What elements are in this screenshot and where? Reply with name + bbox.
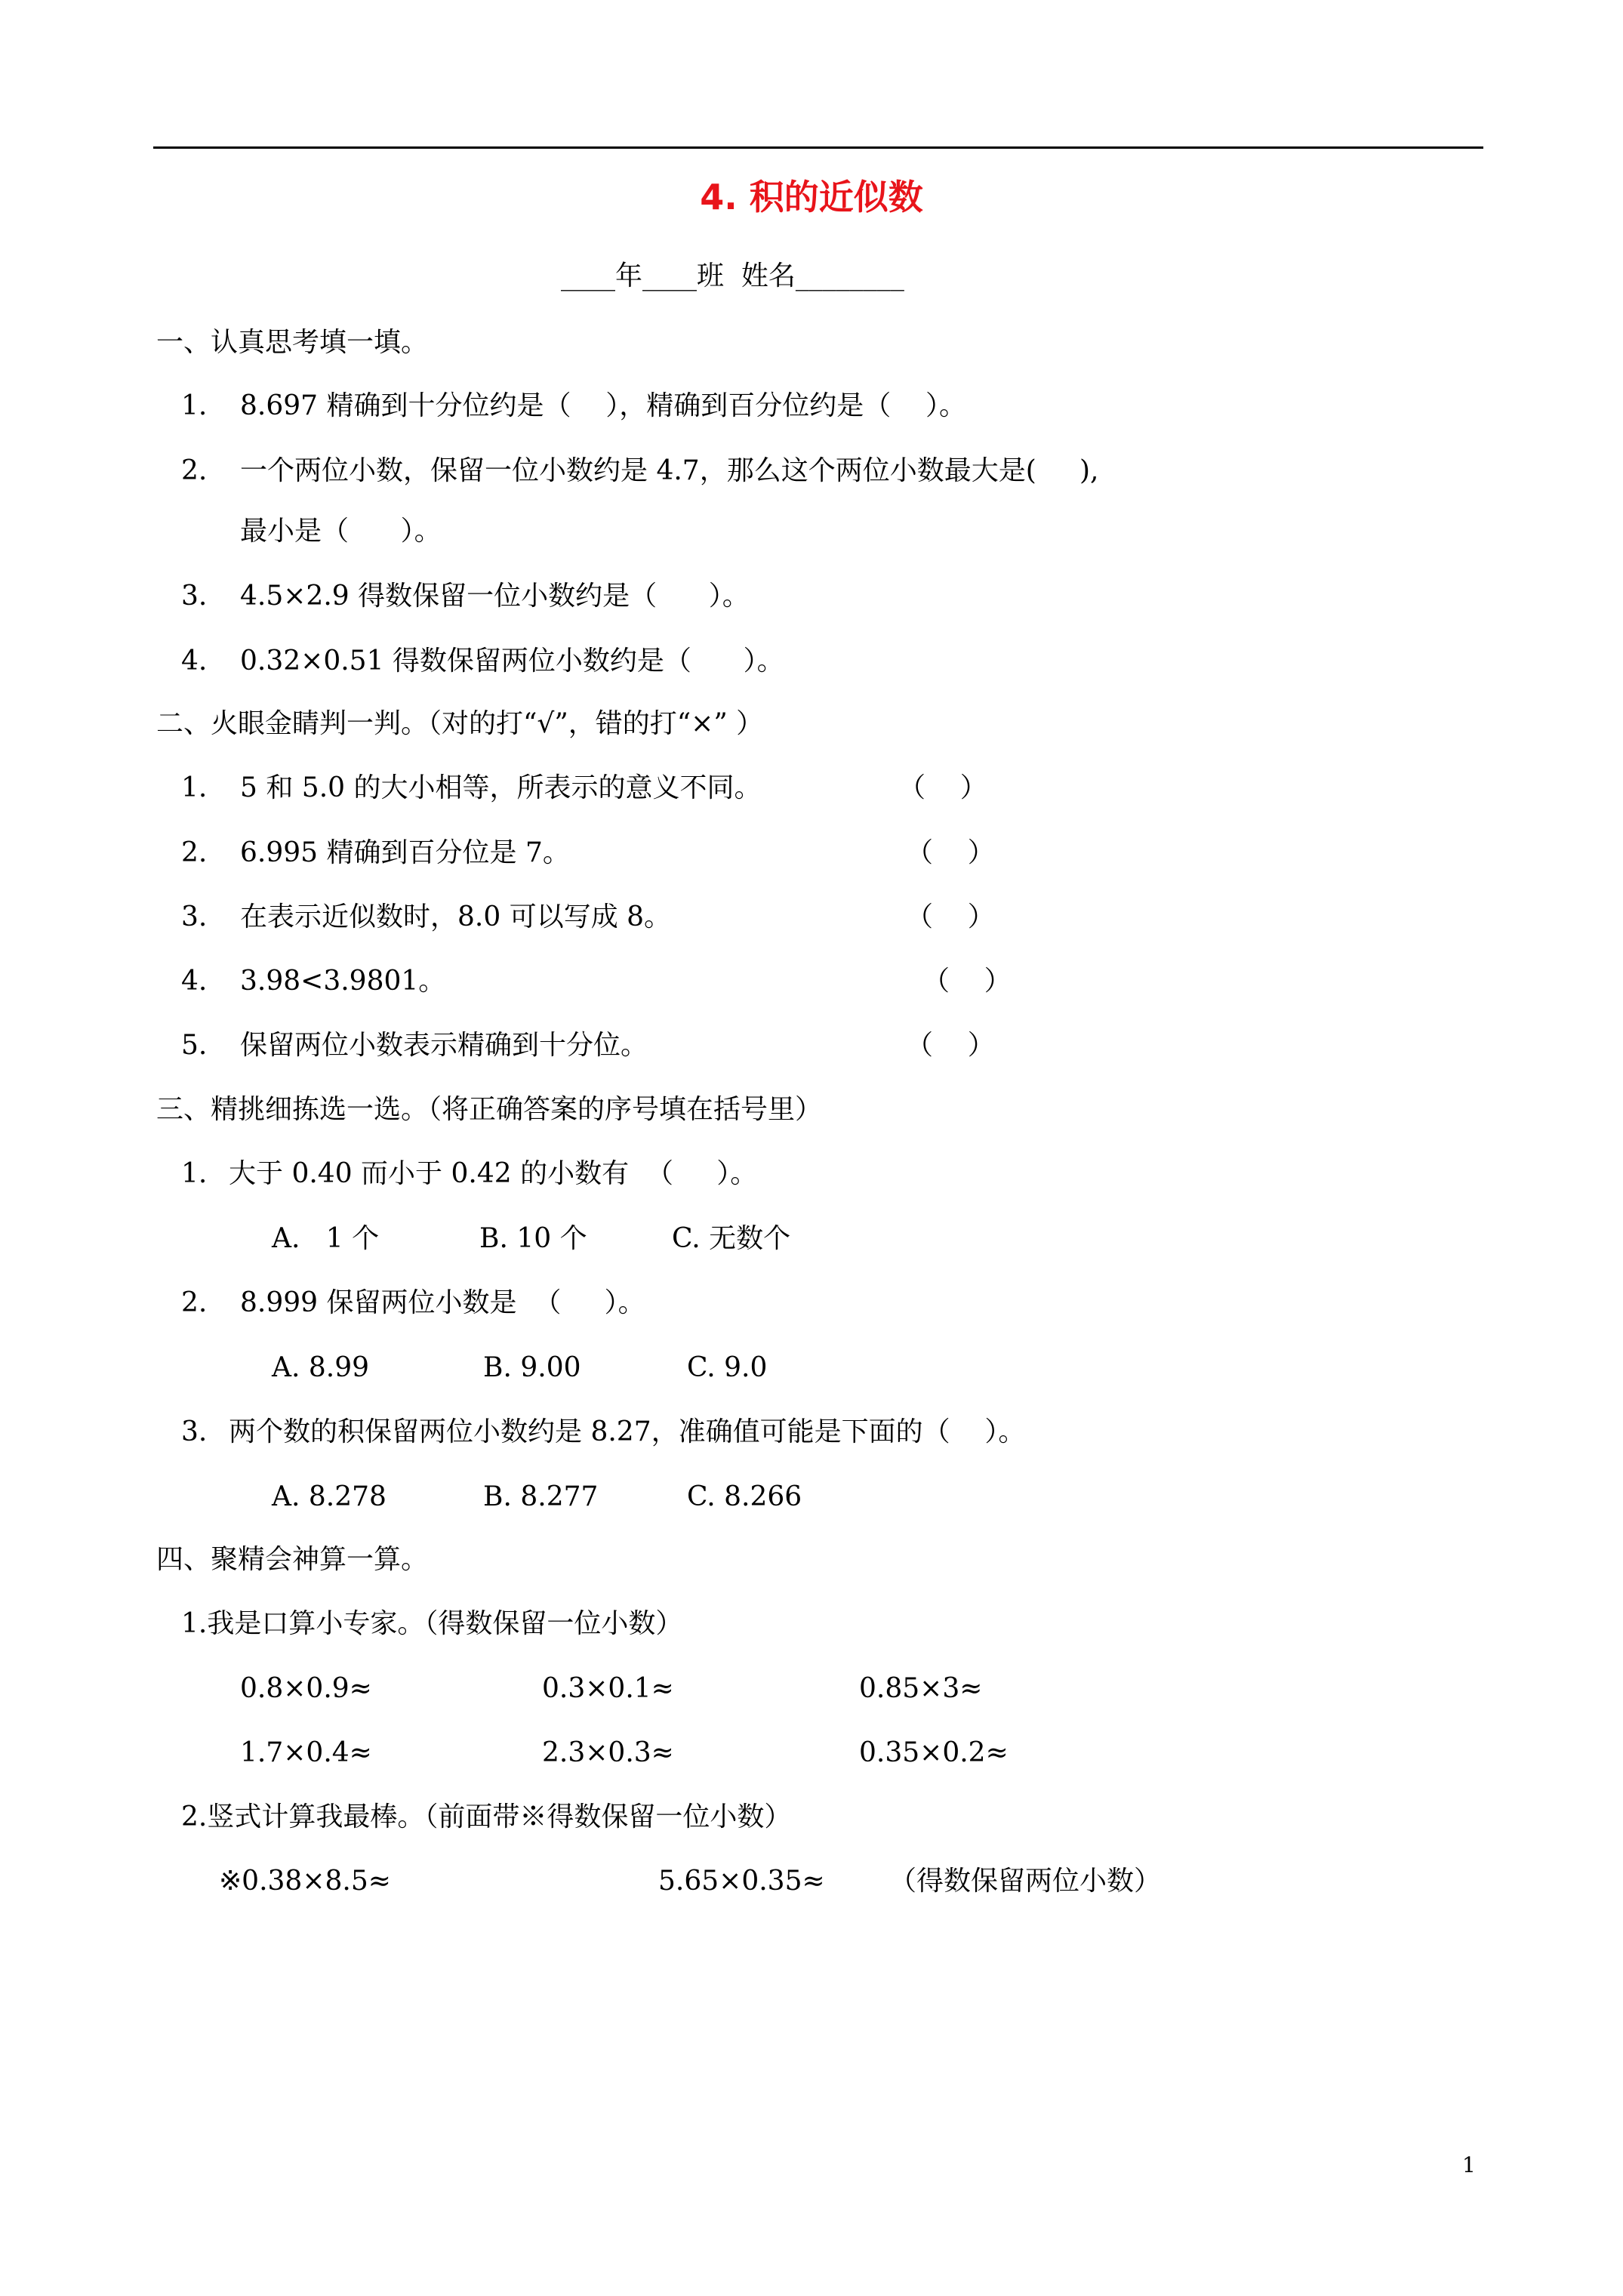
q-number: 1. [181, 390, 208, 421]
q-number: 1. [181, 1158, 208, 1189]
vertical-calc: ※0.38×8.5≈ [219, 1866, 391, 1897]
s3-q1-option-a: A. 1 个 [272, 1223, 380, 1254]
judge-paren[interactable]: （ ） [906, 1030, 995, 1061]
s2-question-3: 在表示近似数时，8.0 可以写成 8。 [240, 901, 672, 932]
q-number: 2. [181, 837, 208, 868]
mental-calc: 0.85×3≈ [859, 1673, 983, 1704]
q-number: 4. [181, 646, 208, 676]
judge-paren[interactable]: （ ） [922, 966, 1012, 997]
s3-q3-option-b: B. 8.277 [483, 1481, 599, 1512]
mental-calc: 1.7×0.4≈ [240, 1737, 372, 1768]
s4-part-2: 2.竖式计算我最棒。（前面带※得数保留一位小数） [181, 1801, 792, 1832]
s3-q3-option-a: A. 8.278 [272, 1481, 387, 1512]
judge-paren[interactable]: （ ） [898, 772, 987, 803]
student-info: ____年____班 姓名________ [561, 260, 904, 291]
s2-question-4: 3.98<3.9801。 [240, 966, 446, 997]
s3-q1-option-b: B. 10 个 [479, 1223, 587, 1254]
q-number: 3. [181, 1416, 208, 1447]
mental-calc: 0.3×0.1≈ [542, 1673, 674, 1704]
q-number: 2. [181, 455, 208, 486]
mental-calc: 0.8×0.9≈ [240, 1673, 372, 1704]
judge-paren[interactable]: （ ） [906, 901, 995, 932]
mental-calc: 2.3×0.3≈ [542, 1737, 674, 1768]
section-3-heading: 三、精挑细拣选一选。（将正确答案的序号填在括号里） [156, 1094, 823, 1125]
header-rule [153, 146, 1483, 149]
s1-question-2a: 一个两位小数，保留一位小数约是 4.7，那么这个两位小数最大是( ), [240, 455, 1099, 486]
s3-question-1: 大于 0.40 而小于 0.42 的小数有 （ ）。 [229, 1158, 758, 1189]
s3-q3-option-c: C. 8.266 [687, 1481, 802, 1512]
s2-question-5: 保留两位小数表示精确到十分位。 [240, 1030, 648, 1061]
q-number: 2. [181, 1287, 208, 1318]
judge-paren[interactable]: （ ） [906, 837, 995, 868]
q-number: 5. [181, 1030, 208, 1061]
s3-q2-option-c: C. 9.0 [687, 1352, 768, 1383]
s3-question-3: 两个数的积保留两位小数约是 8.27，准确值可能是下面的（ ）。 [229, 1416, 1026, 1447]
s1-question-3: 4.5×2.9 得数保留一位小数约是（ ）。 [240, 581, 750, 612]
page-number: 1 [1462, 2153, 1476, 2177]
vertical-calc-note: （得数保留两位小数） [889, 1866, 1162, 1897]
s2-question-2: 6.995 精确到百分位是 7。 [240, 837, 570, 868]
q-number: 1. [181, 772, 208, 803]
section-4-heading: 四、聚精会神算一算。 [156, 1544, 429, 1575]
section-1-heading: 一、认真思考填一填。 [156, 327, 429, 358]
s1-question-2b: 最小是（ ）。 [240, 516, 442, 547]
vertical-calc: 5.65×0.35≈ [658, 1866, 825, 1897]
s3-q2-option-a: A. 8.99 [272, 1352, 370, 1383]
s3-question-2: 8.999 保留两位小数是 （ ）。 [240, 1287, 645, 1318]
s2-question-1: 5 和 5.0 的大小相等，所表示的意义不同。 [240, 772, 762, 803]
s4-part-1: 1.我是口算小专家。（得数保留一位小数） [181, 1608, 683, 1639]
s3-q2-option-b: B. 9.00 [483, 1352, 581, 1383]
q-number: 3. [181, 581, 208, 612]
page-title: 4. 积的近似数 [700, 177, 923, 217]
s1-question-1: 8.697 精确到十分位约是（ ），精确到百分位约是（ ）。 [240, 390, 967, 421]
q-number: 3. [181, 901, 208, 932]
s1-question-4: 0.32×0.51 得数保留两位小数约是（ ）。 [240, 646, 784, 676]
s3-q1-option-c: C. 无数个 [672, 1223, 791, 1254]
q-number: 4. [181, 966, 208, 997]
section-2-heading: 二、火眼金睛判一判。（对的打“√”，错的打“×” ） [156, 708, 764, 739]
mental-calc: 0.35×0.2≈ [859, 1737, 1009, 1768]
